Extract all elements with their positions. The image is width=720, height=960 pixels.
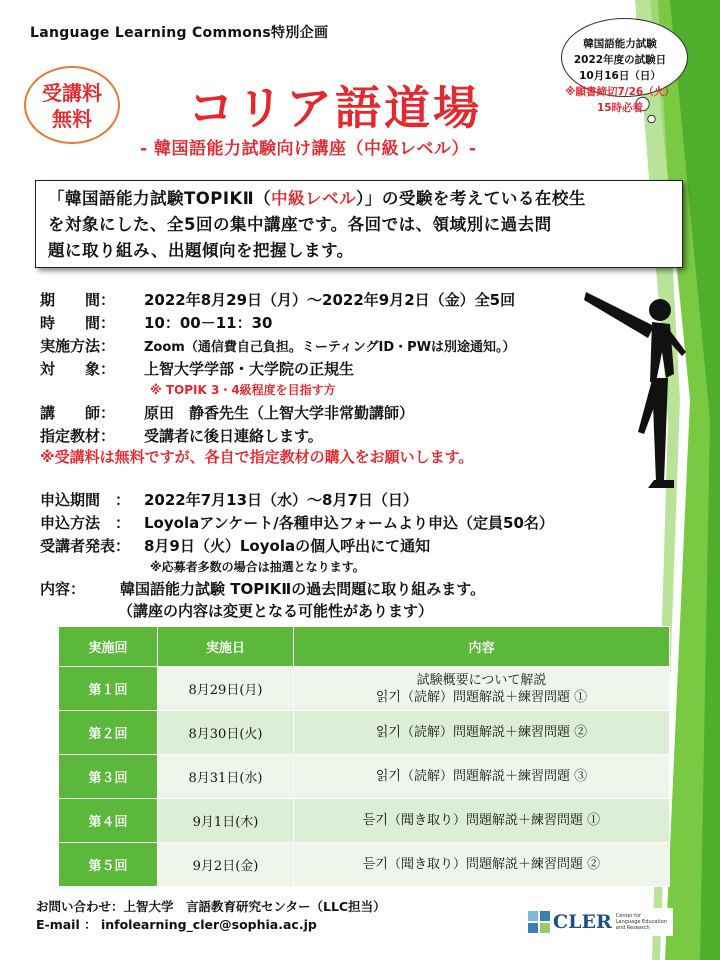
intro-box [35,180,683,268]
application-method: 申込方法 ： Loyolaアンケート/各種申込フォームより申込（定員50名） [40,514,554,532]
bubble-line3: 10月16日（日） [579,70,661,82]
organizer-label: Language Learning Commons特別企画 [30,25,329,41]
fee-note: ※受講料は無料ですが、各自で指定教材の購入をお願いします。 [40,448,474,466]
table-row [59,711,670,755]
lottery-note: ※応募者多数の場合は抽選となります。 [150,560,365,574]
detail-textbook: 指定教材： 受講者に後日連絡します。 [40,427,323,445]
table-row [59,843,670,887]
karate-silhouette-icon [582,282,692,490]
content-cell: 듣기（聞き取り）問題解説＋練習問題 ② [294,843,670,887]
page-title: コリア語道場 [188,81,482,135]
cler-logo-icon [528,911,550,933]
intro-line1: 「韓国語能力試験TOPIKⅡ（中級レベル）」の受験を考えている在校生 [48,189,586,208]
free-badge-line2: 無料 [52,107,92,131]
intro-line3: 題に取り組み、出題傾向を把握します。 [48,241,354,260]
content-cell: 試験概要について解説 읽기（読解）問題解説＋練習問題 ① [294,667,670,711]
contact-line1: お問い合わせ：上智大学 言語教育研究センター（LLC担当） [36,899,386,914]
date-cell: 9月1日(木) [158,799,294,843]
header-content: 内容 [294,627,670,667]
content-note: （講座の内容は変更となる可能性があります） [118,602,434,620]
free-badge-line1: 受講料 [42,81,102,105]
application-period: 申込期間 ： 2022年7月13日（水）～8月7日（日） [40,491,418,509]
date-cell: 8月31日(水) [158,755,294,799]
date-cell: 8月30日(火) [158,711,294,755]
table-row [59,799,670,843]
header-session: 実施回 [59,627,158,667]
cler-logo-caption: Center for Language Education and Research [615,913,667,931]
content-cell: 듣기（聞き取り）問題解説＋練習問題 ① [294,799,670,843]
bubble-line5: 15時必着 [596,102,644,114]
date-cell: 9月2日(金) [158,843,294,887]
bubble-line4: ※願書締切7/26（火） [565,86,675,98]
schedule-header-row [59,627,670,667]
participant-announcement: 受講者発表： 8月9日（火）Loyolaの個人呼出にて通知 [40,537,431,555]
detail-period: 期 間： 2022年8月29日（月）～2022年9月2日（金）全5回 [40,291,516,309]
session-cell: 第２回 [59,711,158,755]
detail-method: 実施方法： Zoom（通信費自己負担。ミーティングID・PWは別途通知。） [40,337,516,355]
session-cell: 第５回 [59,843,158,887]
exam-date-bubble [540,36,700,116]
free-badge [24,66,120,144]
date-cell: 8月29日(月) [158,667,294,711]
session-cell: 第１回 [59,667,158,711]
bubble-line1: 韓国語能力試験 [583,38,657,50]
detail-instructor: 講 師： 原田 静香先生（上智大学非常勤講師） [40,404,415,422]
bubble-line2: 2022年度の試験日 [573,54,667,66]
cler-logo [528,908,673,936]
schedule-table [58,626,670,887]
content-summary: 内容： 韓国語能力試験 TOPIKⅡの過去問題に取り組みます。 [40,580,486,598]
session-cell: 第４回 [59,799,158,843]
intro-line2: を対象にした、全5回の集中講座です。各回では、領域別に過去問 [48,215,552,234]
detail-time: 時 間： 10：00－11：30 [40,314,273,332]
content-cell: 읽기（読解）問題解説＋練習問題 ② [294,711,670,755]
contact-email: E-mail ： infolearning_cler@sophia.ac.jp [36,917,317,932]
content-cell: 읽기（読解）問題解説＋練習問題 ③ [294,755,670,799]
detail-target: 対 象： 上智大学学部・大学院の正規生 [40,360,355,378]
cler-logo-name: CLER [553,911,612,933]
target-note: ※ TOPIK 3・4級程度を目指す方 [150,383,336,397]
table-row [59,755,670,799]
session-cell: 第３回 [59,755,158,799]
header-date: 実施日 [158,627,294,667]
contact-info [36,898,386,934]
table-row [59,667,670,711]
page-subtitle: - 韓国語能力試験向け講座（中級レベル）- [140,139,477,159]
